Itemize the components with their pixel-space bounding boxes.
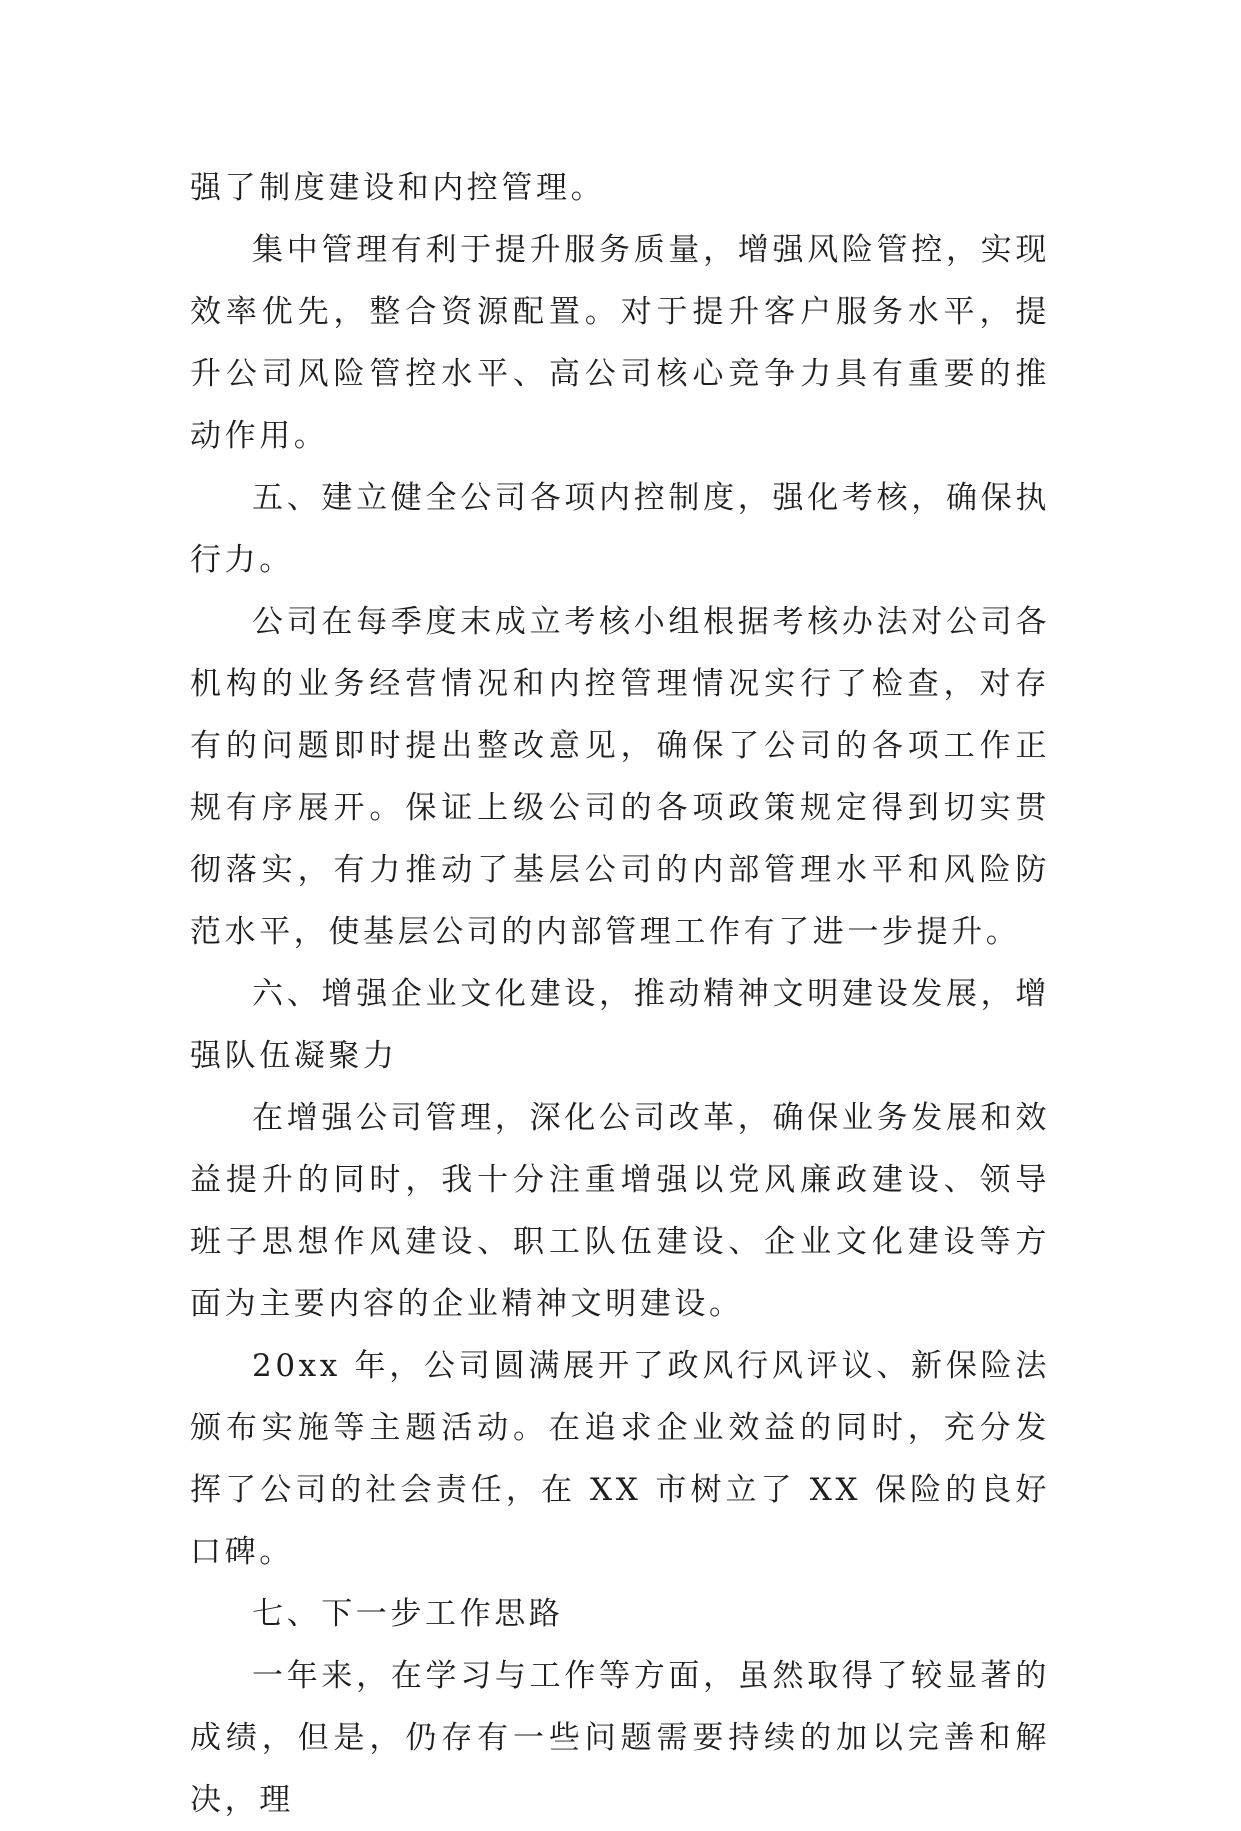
paragraph-activities: 20xx 年，公司圆满展开了政风行风评议、新保险法颁布实施等主题活动。在追求企业效益的同时，充分发挥了公司的社会责任，在 XX 市树立了 XX 保险的良好口碑。 (190, 1348, 1050, 1570)
paragraph-spiritual-civilization: 在增强公司管理，深化公司改革，确保业务发展和效益提升的同时，我十分注重增强以党风廉政建设、领导班子思想作风建设、职工队伍建设、企业文化建设等方面为主要内容的企业精神文明建设。 (190, 1100, 1050, 1322)
paragraph-continuation: 强了制度建设和内控管理。 (190, 170, 606, 206)
section-heading-five: 五、建立健全公司各项内控制度，强化考核，确保执行力。 (190, 480, 1050, 578)
paragraph-centralized-management: 集中管理有利于提升服务质量，增强风险管控，实现效率优先，整合资源配置。对于提升客户服务水平，提升公司风险管控水平、高公司核心竞争力具有重要的推动作用。 (190, 232, 1050, 454)
paragraph-assessment: 公司在每季度末成立考核小组根据考核办法对公司各机构的业务经营情况和内控管理情况实行了检查，对存有的问题即时提出整改意见，确保了公司的各项工作正规有序展开。保证上级公司的各项政策规定得到切实贯彻落实，有力推动了基层公司的内部管理水平和风险防范水平，使基层公司的内部管理工作有了进一步提升。 (190, 604, 1050, 950)
paragraph-next-steps: 一年来，在学习与工作等方面，虽然取得了较显著的成绩，但是，仍存有一些问题需要持续的加以完善和解决，理 (190, 1658, 1050, 1818)
section-heading-six: 六、增强企业文化建设，推动精神文明建设发展，增强队伍凝聚力 (190, 976, 1050, 1074)
document-body (190, 157, 1050, 1831)
section-heading-seven: 七、下一步工作思路 (252, 1596, 564, 1632)
